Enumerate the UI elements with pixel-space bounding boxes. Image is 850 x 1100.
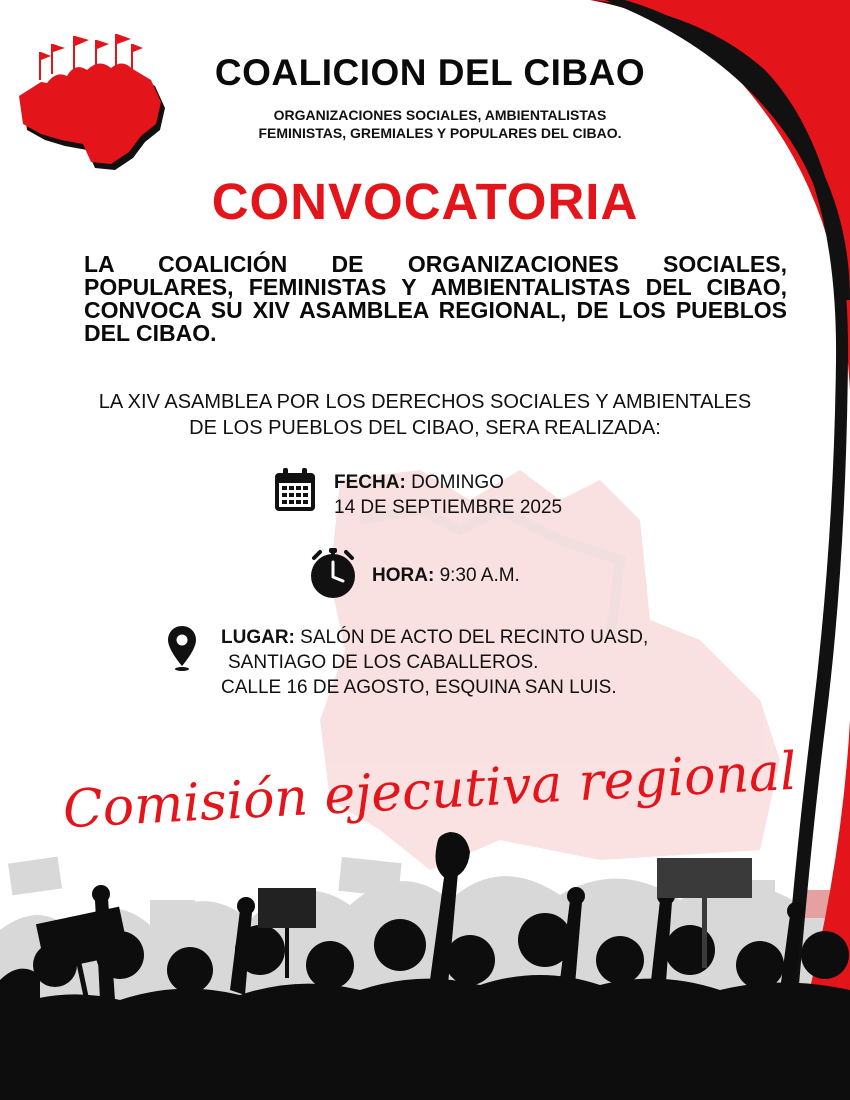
hora-label: HORA: bbox=[372, 565, 435, 586]
lugar-value: SALÓN DE ACTO DEL RECINTO UASD, bbox=[300, 627, 649, 648]
org-subtitle-line2: FEMINISTAS, GREMIALES Y POPULARES DEL CIBAO. bbox=[258, 125, 622, 141]
org-subtitle-line1: ORGANIZACIONES SOCIALES, AMBIENTALISTAS bbox=[273, 107, 607, 123]
calendar-icon bbox=[273, 467, 317, 513]
announcement bbox=[30, 389, 820, 441]
location-pin-icon bbox=[166, 624, 198, 672]
fecha-value: DOMINGO bbox=[411, 472, 504, 493]
lugar-line3: CALLE 16 DE AGOSTO, ESQUINA SAN LUIS. bbox=[221, 677, 617, 698]
clock-icon bbox=[308, 546, 358, 600]
announcement-line2: DE LOS PUEBLOS DEL CIBAO, SERA REALIZADA: bbox=[189, 417, 661, 439]
poster-title: CONVOCATORIA bbox=[211, 173, 639, 230]
signature bbox=[60, 726, 800, 846]
hora-value: 9:30 A.M. bbox=[439, 565, 520, 586]
cibao-map-logo bbox=[15, 30, 170, 178]
hora-block bbox=[372, 563, 672, 588]
fecha-label: FECHA: bbox=[334, 472, 406, 493]
announcement-line1: LA XIV ASAMBLEA POR LOS DERECHOS SOCIALES Y AMBIENTALES bbox=[98, 391, 752, 413]
lugar-block bbox=[221, 625, 741, 700]
intro-paragraph: LA COALICIÓN DE ORGANIZACIONES SOCIALES, POPULARES, FEMINISTAS Y AMBIENTALISTAS DEL CIBAO, CONVOCA SU XIV ASAMBLEA REGIONAL, DE LOS PUEBLOS DEL CIBAO. bbox=[84, 251, 787, 346]
lugar-label: LUGAR: bbox=[221, 627, 295, 648]
org-subtitle bbox=[200, 106, 680, 142]
org-name: COALICION DEL CIBAO bbox=[214, 52, 646, 93]
lugar-line2: SANTIAGO DE LOS CABALLEROS. bbox=[228, 652, 539, 673]
fecha-date: 14 DE SEPTIEMBRE 2025 bbox=[334, 497, 563, 518]
fecha-block bbox=[334, 470, 654, 520]
signature-text: Comisión ejecutiva regional bbox=[61, 741, 798, 841]
